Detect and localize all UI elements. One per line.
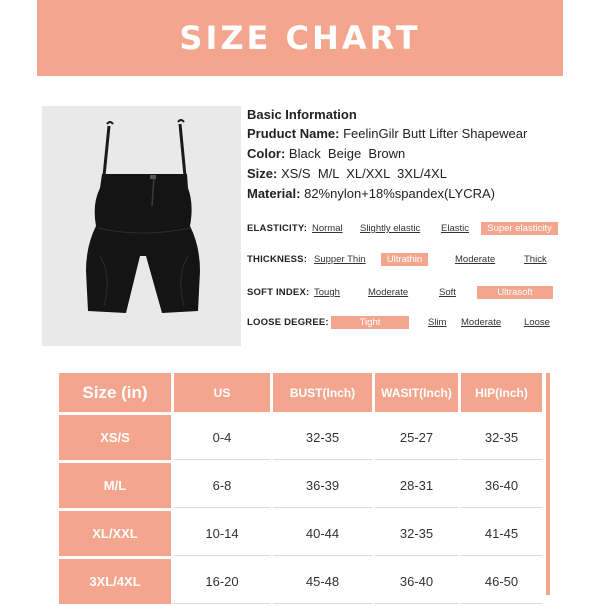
row-size-label: 3XL/4XL: [59, 559, 171, 604]
table-cell: 28-31: [375, 463, 458, 508]
table-cell: 45-48: [273, 559, 372, 604]
color-line: [247, 144, 577, 164]
elasticity-option-normal: Normal: [312, 223, 343, 234]
table-cell: 36-40: [375, 559, 458, 604]
table-row: [59, 511, 542, 556]
table-edge-divider: [546, 373, 550, 595]
title-banner: [37, 0, 563, 76]
column-header-waist: WASIT(Inch): [375, 373, 458, 412]
basic-information: [247, 106, 577, 204]
elasticity-scale: [247, 223, 577, 237]
table-cell: 32-35: [273, 415, 372, 460]
table-header-row: [59, 373, 542, 412]
table-cell: 41-45: [461, 511, 542, 556]
column-header-bust: BUST(Inch): [273, 373, 372, 412]
soft-index-option-soft: Soft: [439, 287, 456, 298]
table-cell: 10-14: [174, 511, 270, 556]
table-cell: 32-35: [461, 415, 542, 460]
table-row: [59, 415, 542, 460]
loose-degree-scale: [247, 317, 577, 331]
row-size-label: XS/S: [59, 415, 171, 460]
shapewear-garment-image: [42, 106, 241, 346]
page-title: SIZE CHART: [179, 19, 421, 57]
color-label: Color:: [247, 146, 286, 161]
thickness-option-thick: Thick: [524, 254, 547, 265]
loose-degree-option-moderate: Moderate: [461, 317, 502, 328]
column-header-us: US: [174, 373, 270, 412]
info-heading: Basic Information: [247, 107, 357, 122]
table-cell: 16-20: [174, 559, 270, 604]
soft-index-option-tough: Tough: [314, 287, 340, 298]
loose-degree-option-slim: Slim: [428, 317, 447, 328]
loose-degree-option-selected: Tight: [331, 316, 409, 329]
material-value: 82%nylon+18%spandex(LYCRA): [304, 186, 495, 201]
row-size-label: XL/XXL: [59, 511, 171, 556]
thickness-option-moderate: Moderate: [455, 254, 496, 265]
elasticity-label: ELASTICITY:: [247, 223, 308, 234]
size-table: [56, 370, 545, 607]
elasticity-option-elastic: Elastic: [441, 223, 469, 234]
table-cell: 36-40: [461, 463, 542, 508]
table-cell: 40-44: [273, 511, 372, 556]
loose-degree-label: LOOSE DEGREE:: [247, 317, 329, 328]
product-name-value: FeelinGilr Butt Lifter Shapewear: [343, 126, 528, 141]
table-row: [59, 559, 542, 604]
soft-index-scale: [247, 287, 577, 301]
column-header-hip: HIP(Inch): [461, 373, 542, 412]
thickness-option-supper-thin: Supper Thin: [314, 254, 366, 265]
material-label: Material:: [247, 186, 301, 201]
elasticity-option-slightly-elastic: Slightly elastic: [360, 223, 421, 234]
thickness-scale: [247, 254, 577, 268]
size-label: Size:: [247, 166, 278, 181]
table-cell: 6-8: [174, 463, 270, 508]
soft-index-option-moderate: Moderate: [368, 287, 409, 298]
material-line: [247, 184, 577, 204]
product-name-label: Pruduct Name:: [247, 126, 340, 141]
column-header-size: Size (in): [59, 373, 171, 412]
table-cell: 0-4: [174, 415, 270, 460]
table-cell: 25-27: [375, 415, 458, 460]
elasticity-option-selected: Super elasticity: [481, 222, 558, 235]
table-row: [59, 463, 542, 508]
soft-index-label: SOFT INDEX:: [247, 287, 310, 298]
row-size-label: M/L: [59, 463, 171, 508]
soft-index-option-selected: Ultrasoft: [477, 286, 553, 299]
table-cell: 46-50: [461, 559, 542, 604]
product-name-line: [247, 124, 577, 144]
table-cell: 36-39: [273, 463, 372, 508]
color-value: Black Beige Brown: [288, 146, 406, 161]
size-line: [247, 164, 577, 184]
thickness-label: THICKNESS:: [247, 254, 308, 265]
size-value: XS/S M/L XL/XXL 3XL/4XL: [280, 166, 447, 181]
loose-degree-option-loose: Loose: [524, 317, 550, 328]
table-cell: 32-35: [375, 511, 458, 556]
thickness-option-selected: Ultrathin: [381, 253, 428, 266]
product-image: [42, 106, 241, 346]
